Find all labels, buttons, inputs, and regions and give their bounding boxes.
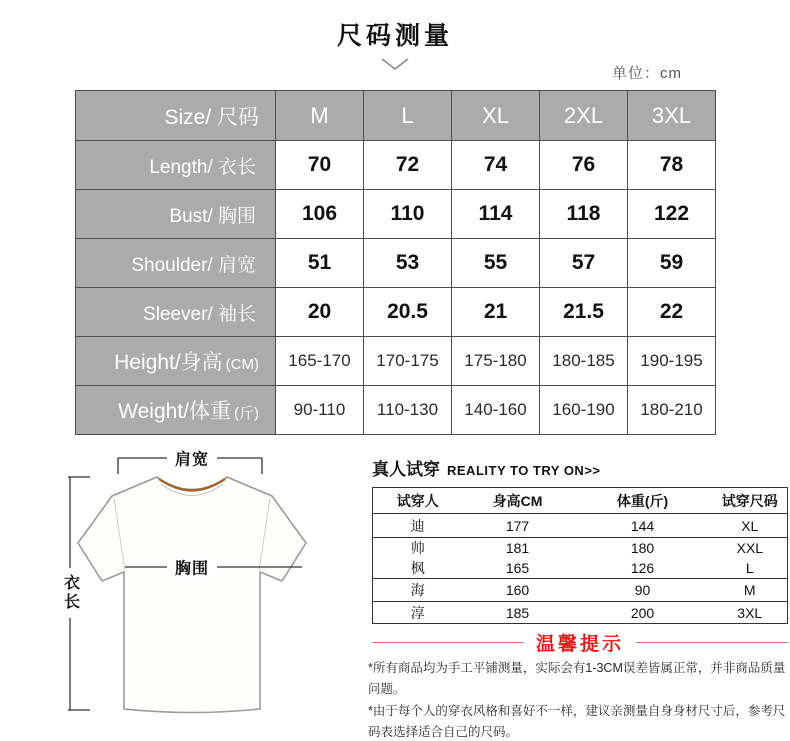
cell-value: 21.5 bbox=[540, 288, 628, 337]
tryon-header-size: 试穿尺码 bbox=[713, 488, 788, 514]
tryon-row bbox=[373, 602, 788, 624]
row-label-shoulder bbox=[76, 239, 276, 288]
tips-divider bbox=[372, 629, 788, 656]
row-label-sleeve bbox=[76, 288, 276, 337]
tryon-header-row bbox=[373, 488, 788, 514]
shoulder-width-label: 肩宽 bbox=[167, 447, 217, 470]
tryon-cell: 177 bbox=[463, 514, 573, 538]
tryon-cell: L bbox=[713, 558, 788, 579]
tryon-title-cn: 真人试穿 bbox=[372, 460, 440, 479]
tips-title: 温馨提示 bbox=[536, 634, 625, 655]
tshirt-outline-icon bbox=[40, 443, 360, 741]
row-label-weight bbox=[76, 386, 276, 435]
size-header-3xl: 3XL bbox=[628, 91, 716, 141]
tips-note-2: *由于每个人的穿衣风格和喜好不一样，建议亲测量自身身材尺寸后，参考尺码表选择适合自己的尺码。 bbox=[368, 703, 786, 739]
tryon-cell: 枫 bbox=[373, 558, 463, 579]
divider-line-right bbox=[636, 642, 788, 643]
tips-notes bbox=[368, 658, 790, 741]
cell-value: 21 bbox=[452, 288, 540, 337]
cell-value: 90-110 bbox=[276, 386, 364, 435]
size-header-xl: XL bbox=[452, 91, 540, 141]
size-table-header-row bbox=[76, 91, 716, 141]
tryon-table bbox=[372, 487, 788, 624]
row-label-length bbox=[76, 141, 276, 190]
tryon-row bbox=[373, 579, 788, 602]
cell-value: 51 bbox=[276, 239, 364, 288]
cell-value: 106 bbox=[276, 190, 364, 239]
tryon-header-height: 身高CM bbox=[463, 488, 573, 514]
tshirt-measure-diagram bbox=[40, 443, 360, 741]
cell-value: 78 bbox=[628, 141, 716, 190]
row-label-paren: (CM) bbox=[225, 356, 259, 373]
tryon-cell: 200 bbox=[630, 604, 655, 621]
tips-note-1: *所有商品均为手工平铺测量，实际会有1-3CM误差皆属正常，并非商品质量问题。 bbox=[368, 661, 786, 697]
bust-label: 胸围 bbox=[167, 556, 217, 579]
garment-length-label: 衣长 bbox=[59, 568, 82, 618]
tryon-heading bbox=[372, 455, 601, 480]
tryon-row bbox=[373, 558, 788, 579]
divider-line-left bbox=[372, 642, 524, 643]
table-row-sleeve bbox=[76, 288, 716, 337]
page-title: 尺码测量 bbox=[336, 22, 453, 50]
size-header-l: L bbox=[364, 91, 452, 141]
row-label-text: Weight/体重 bbox=[118, 400, 231, 423]
row-label-text: Shoulder/ 肩宽 bbox=[131, 254, 256, 276]
chevron-down-icon bbox=[380, 57, 410, 72]
tryon-cell: M bbox=[713, 579, 788, 602]
size-table bbox=[75, 90, 716, 435]
cell-value: 165-170 bbox=[276, 337, 364, 386]
tryon-cell: 3XL bbox=[737, 604, 763, 621]
cell-value: 57 bbox=[540, 239, 628, 288]
tryon-row bbox=[373, 514, 788, 538]
tryon-cell: 90 bbox=[573, 579, 713, 602]
table-row-height bbox=[76, 337, 716, 386]
row-label-height bbox=[76, 337, 276, 386]
tryon-cell: 淳 bbox=[410, 604, 425, 621]
tryon-cell: 144 bbox=[573, 514, 713, 538]
row-label-text: Length/ 衣长 bbox=[149, 156, 256, 178]
tryon-cell: 海 bbox=[373, 579, 463, 602]
size-header-2xl: 2XL bbox=[540, 91, 628, 141]
tryon-cell: XXL bbox=[736, 540, 763, 556]
cell-value: 175-180 bbox=[452, 337, 540, 386]
row-label-text: Sleever/ 袖长 bbox=[143, 303, 256, 325]
unit-label: 单位：cm bbox=[612, 65, 682, 82]
cell-value: 122 bbox=[628, 190, 716, 239]
row-label-text: Height/身高 bbox=[114, 351, 223, 374]
tryon-cell: 126 bbox=[573, 558, 713, 579]
row-label-paren: (斤) bbox=[234, 405, 259, 422]
tryon-header-person: 试穿人 bbox=[373, 488, 463, 514]
cell-value: 180-210 bbox=[628, 386, 716, 435]
cell-value: 160-190 bbox=[540, 386, 628, 435]
cell-value: 110-130 bbox=[364, 386, 452, 435]
cell-value: 190-195 bbox=[628, 337, 716, 386]
cell-value: 180-185 bbox=[540, 337, 628, 386]
cell-value: 20.5 bbox=[364, 288, 452, 337]
row-label-text: Bust/ 胸围 bbox=[169, 205, 256, 227]
table-row-weight bbox=[76, 386, 716, 435]
cell-value: 76 bbox=[540, 141, 628, 190]
tryon-cell: 181 bbox=[505, 540, 530, 556]
tryon-title-en: REALITY TO TRY ON>> bbox=[447, 463, 601, 478]
tryon-cell: 迪 bbox=[373, 514, 463, 538]
cell-value: 114 bbox=[452, 190, 540, 239]
tryon-cell: 185 bbox=[505, 604, 530, 621]
cell-value: 55 bbox=[452, 239, 540, 288]
cell-value: 110 bbox=[364, 190, 452, 239]
tryon-cell: 帅 bbox=[410, 540, 425, 556]
size-header-m: M bbox=[276, 91, 364, 141]
tryon-cell: XL bbox=[713, 514, 788, 538]
cell-value: 53 bbox=[364, 239, 452, 288]
cell-value: 70 bbox=[276, 141, 364, 190]
tryon-cell: 160 bbox=[463, 579, 573, 602]
cell-value: 170-175 bbox=[364, 337, 452, 386]
tryon-row bbox=[373, 538, 788, 559]
size-header-label: Size/ 尺码 bbox=[76, 91, 276, 141]
tryon-header-weight: 体重(斤) bbox=[573, 488, 713, 514]
tryon-cell: 165 bbox=[463, 558, 573, 579]
row-label-bust bbox=[76, 190, 276, 239]
cell-value: 140-160 bbox=[452, 386, 540, 435]
cell-value: 22 bbox=[628, 288, 716, 337]
cell-value: 118 bbox=[540, 190, 628, 239]
table-row-length bbox=[76, 141, 716, 190]
tryon-cell: 180 bbox=[630, 540, 655, 556]
cell-value: 74 bbox=[452, 141, 540, 190]
table-row-shoulder bbox=[76, 239, 716, 288]
cell-value: 59 bbox=[628, 239, 716, 288]
cell-value: 72 bbox=[364, 141, 452, 190]
table-row-bust bbox=[76, 190, 716, 239]
cell-value: 20 bbox=[276, 288, 364, 337]
